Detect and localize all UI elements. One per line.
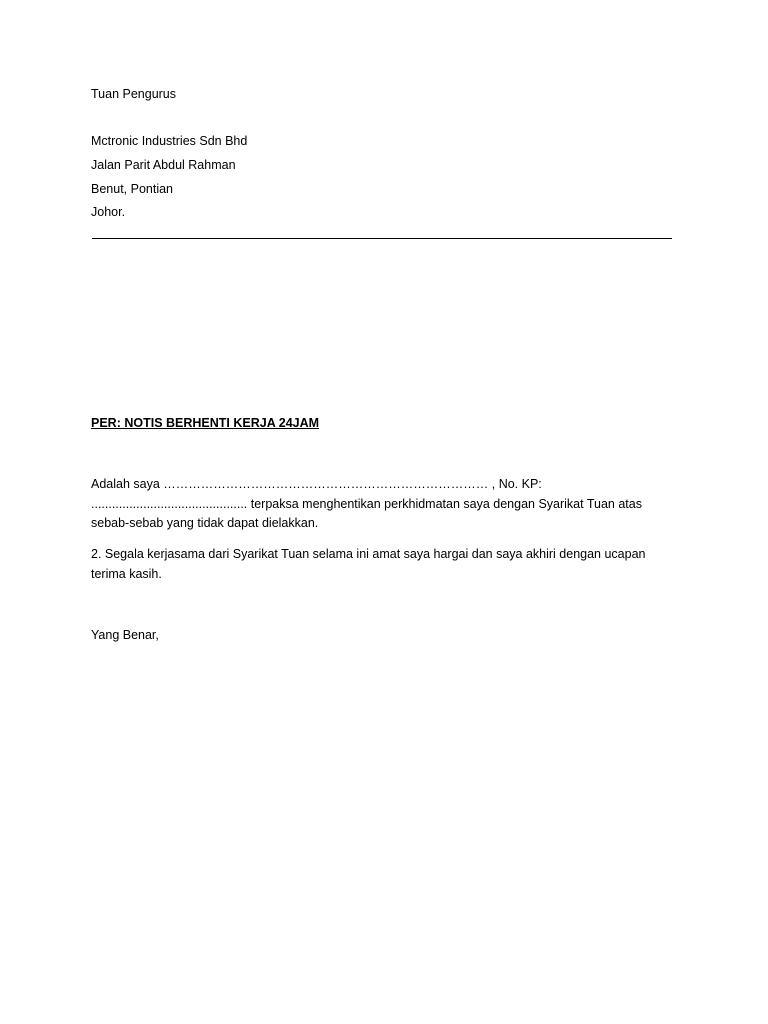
salutation-line: Tuan Pengurus — [91, 87, 177, 101]
address-divider — [92, 238, 672, 239]
address-state: Johor. — [91, 205, 126, 219]
body-paragraph-1: Adalah saya …………………………………………………………………… , No. KP: ............................................. terpaksa menghentikan perkhidmatan saya dengan Syarikat Tuan atas sebab-sebab yang tidak dapat dielakkan. — [91, 477, 642, 530]
address-street: Jalan Parit Abdul Rahman — [91, 158, 236, 172]
subject-line: PER: NOTIS BERHENTI KERJA 24JAM — [91, 416, 320, 430]
closing-line: Yang Benar, — [91, 628, 159, 642]
address-town: Benut, Pontian — [91, 182, 174, 196]
company-name: Mctronic Industries Sdn Bhd — [91, 134, 248, 148]
body-paragraph-2: 2. Segala kerjasama dari Syarikat Tuan selama ini amat saya hargai dan saya akhiri dengan ucapan terima kasih. — [91, 547, 646, 581]
